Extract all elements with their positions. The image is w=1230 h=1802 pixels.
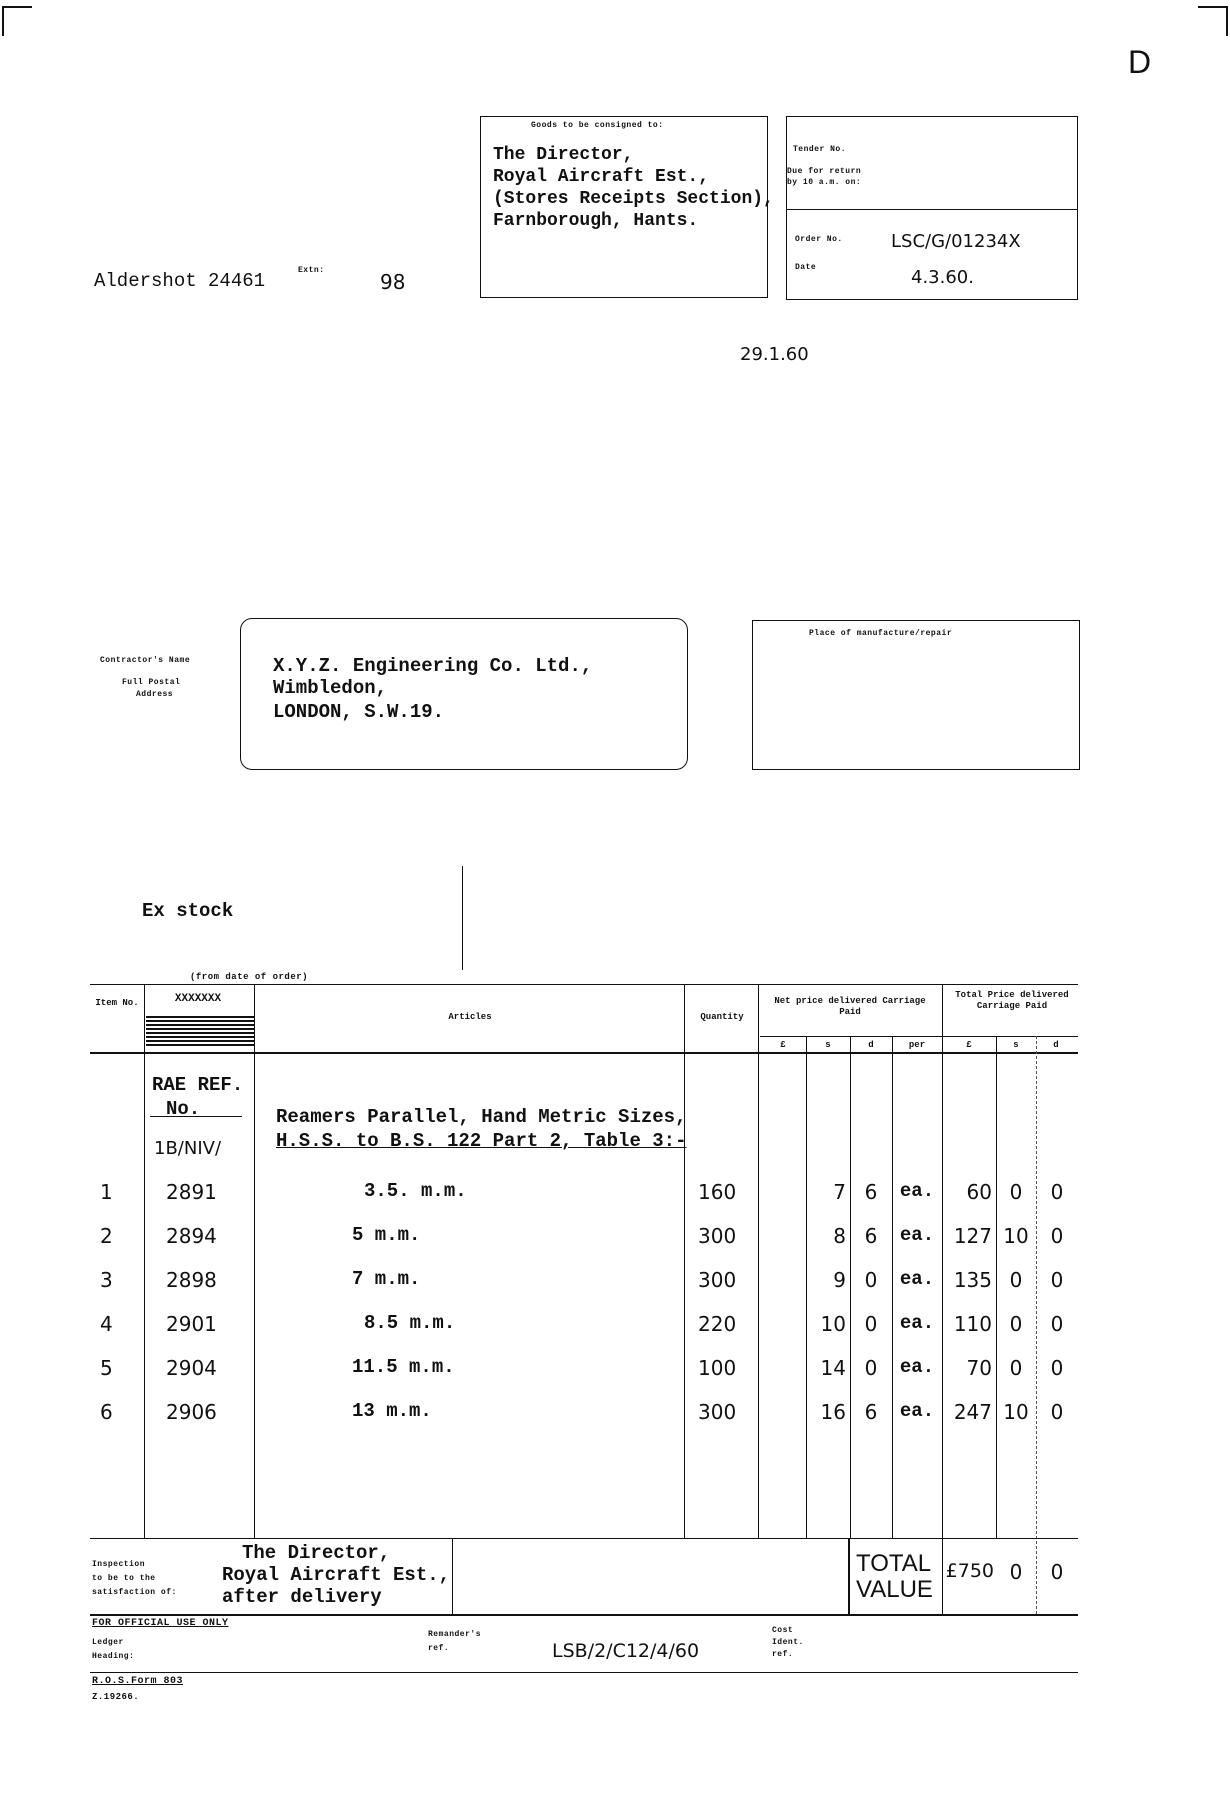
header-pounds: £ xyxy=(780,1040,786,1050)
row-shillings: 10 xyxy=(820,1312,846,1336)
rae-ref-label: RAE REF. xyxy=(152,1074,244,1096)
row-qty: 100 xyxy=(698,1356,737,1380)
row-article: 13 m.m. xyxy=(352,1400,432,1422)
row-qty: 160 xyxy=(698,1180,737,1204)
header-articles: Articles xyxy=(448,1012,492,1022)
row-total-pence: 0 xyxy=(1050,1268,1064,1292)
tender-label: Tender No. xyxy=(793,145,847,154)
official-use-label: FOR OFFICIAL USE ONLY xyxy=(92,1618,229,1629)
col-line-1 xyxy=(144,984,145,1538)
row-article: 5 m.m. xyxy=(352,1224,421,1246)
corner-mark-right xyxy=(1198,6,1228,36)
delivery-divider xyxy=(462,866,463,970)
row-qty: 300 xyxy=(698,1268,737,1292)
row-total-pounds: 247 xyxy=(953,1400,992,1424)
row-qty: 300 xyxy=(698,1400,737,1424)
total-pounds: £750 xyxy=(945,1560,994,1582)
consign-line-2: Royal Aircraft Est., xyxy=(493,167,710,187)
row-item: 6 xyxy=(100,1400,113,1424)
contractor-line-2: Wimbledon, xyxy=(273,677,388,699)
row-per: ea. xyxy=(899,1312,935,1334)
header-total-pence: d xyxy=(1053,1040,1059,1050)
row-per: ea. xyxy=(899,1268,935,1290)
header-per: per xyxy=(908,1040,926,1050)
row-item: 5 xyxy=(100,1356,113,1380)
table-row-4 xyxy=(0,1312,1230,1342)
col-line-3 xyxy=(684,984,685,1538)
table-header-line xyxy=(90,1052,1078,1054)
inspection-label-2: to be to the xyxy=(92,1574,156,1583)
row-item: 2 xyxy=(100,1224,113,1248)
cost-label-1: Cost xyxy=(772,1626,794,1635)
row-total-pence: 0 xyxy=(1050,1224,1064,1248)
row-total-pence: 0 xyxy=(1050,1356,1064,1380)
row-article: 7 m.m. xyxy=(352,1268,421,1290)
row-total-pounds: 135 xyxy=(953,1268,992,1292)
header-total-pounds: £ xyxy=(966,1040,972,1050)
footer-line xyxy=(90,1672,1078,1673)
contractor-line-3: LONDON, S.W.19. xyxy=(273,701,445,723)
table-top-line xyxy=(90,984,1078,985)
table-row-2 xyxy=(0,1224,1230,1254)
order-box-divider xyxy=(787,209,1077,210)
total-bottom-line xyxy=(90,1614,1078,1616)
manufacture-label: Place of manufacture/repair xyxy=(809,629,953,638)
row-shillings: 7 xyxy=(833,1180,846,1204)
col-line-4 xyxy=(758,984,759,1538)
form-code: Z.19266. xyxy=(92,1692,140,1702)
inspection-label-3: satisfaction of: xyxy=(92,1588,177,1597)
row-total-pence: 0 xyxy=(1050,1312,1064,1336)
table-bottom-line xyxy=(90,1538,1078,1539)
table-row-1 xyxy=(0,1180,1230,1210)
order-no: LSC/G/01234X xyxy=(891,231,1021,252)
telephone-number: Aldershot 24461 xyxy=(94,270,266,292)
contractor-box xyxy=(240,618,688,770)
row-article: 11.5 m.m. xyxy=(352,1356,455,1378)
form-number: R.O.S.Form 803 xyxy=(92,1676,184,1687)
row-total-pounds: 110 xyxy=(953,1312,992,1336)
price-subheader-line xyxy=(760,1036,1078,1037)
inspection-line-2: Royal Aircraft Est., xyxy=(222,1564,451,1586)
order-box xyxy=(786,116,1078,300)
col-line-2 xyxy=(254,984,255,1538)
row-item: 4 xyxy=(100,1312,113,1336)
page-letter: D xyxy=(1128,44,1152,80)
row-qty: 300 xyxy=(698,1224,737,1248)
row-shillings: 9 xyxy=(833,1268,846,1292)
row-article: 3.5. m.m. xyxy=(364,1180,467,1202)
header-ref-strike xyxy=(146,1016,254,1046)
row-qty: 220 xyxy=(698,1312,737,1336)
header-total-price: Total Price delivered Carriage Paid xyxy=(955,990,1069,1011)
total-label-2: VALUE xyxy=(856,1576,933,1603)
cost-label-3: ref. xyxy=(772,1650,794,1659)
contractor-label-3: Address xyxy=(136,690,174,699)
remander-label-2: ref. xyxy=(428,1644,450,1653)
consign-line-1: The Director, xyxy=(493,145,634,165)
rae-prefix: 1B/NIV/ xyxy=(154,1138,222,1159)
order-date: 4.3.60. xyxy=(911,267,974,288)
row-total-pence: 0 xyxy=(1050,1400,1064,1424)
total-left-line xyxy=(848,1538,850,1614)
manufacture-box xyxy=(752,620,1080,770)
row-pence: 0 xyxy=(864,1356,878,1380)
row-total-shillings: 0 xyxy=(1009,1268,1023,1292)
date-label: Date xyxy=(795,263,817,272)
row-pence: 0 xyxy=(864,1268,878,1292)
consign-line-4: Farnborough, Hants. xyxy=(493,211,699,231)
row-total-pence: 0 xyxy=(1050,1180,1064,1204)
row-ref: 2906 xyxy=(166,1400,217,1424)
row-per: ea. xyxy=(899,1180,935,1202)
total-pence: 0 xyxy=(1050,1560,1064,1584)
row-total-pounds: 70 xyxy=(966,1356,992,1380)
row-ref: 2898 xyxy=(166,1268,217,1292)
col-line-8 xyxy=(942,984,943,1614)
row-pence: 6 xyxy=(864,1400,878,1424)
due-label-2: by 10 a.m. on: xyxy=(787,178,862,187)
row-pence: 6 xyxy=(864,1180,878,1204)
inspection-line-1: The Director, xyxy=(242,1542,391,1564)
ledger-label-2: Heading: xyxy=(92,1652,135,1661)
extn-label: Extn: xyxy=(298,266,325,275)
row-total-shillings: 0 xyxy=(1009,1312,1023,1336)
consign-title: Goods to be consigned to: xyxy=(531,121,664,130)
row-per: ea. xyxy=(899,1356,935,1378)
header-ref: XXXXXXX xyxy=(174,993,222,1005)
row-ref: 2901 xyxy=(166,1312,217,1336)
remander-value: LSB/2/C12/4/60 xyxy=(552,1640,700,1662)
delivery-value: Ex stock xyxy=(142,900,234,922)
row-total-pounds: 60 xyxy=(966,1180,992,1204)
row-pence: 0 xyxy=(864,1312,878,1336)
row-ref: 2904 xyxy=(166,1356,217,1380)
description-line-2: H.S.S. to B.S. 122 Part 2, Table 3:- xyxy=(276,1130,687,1152)
header-total-shillings: s xyxy=(1013,1040,1019,1050)
header-shillings: s xyxy=(825,1040,831,1050)
contractor-label-2: Full Postal xyxy=(122,678,181,687)
inspection-divider xyxy=(452,1538,453,1614)
row-item: 3 xyxy=(100,1268,113,1292)
header-pence: d xyxy=(868,1040,874,1050)
row-total-shillings: 0 xyxy=(1009,1356,1023,1380)
row-total-shillings: 10 xyxy=(1003,1224,1029,1248)
rae-ref-no: No. xyxy=(166,1098,201,1120)
corner-mark-left xyxy=(2,6,32,36)
inspection-label-1: Inspection xyxy=(92,1560,146,1569)
row-item: 1 xyxy=(100,1180,113,1204)
reference-date: 29.1.60 xyxy=(740,344,809,365)
total-shillings: 0 xyxy=(1009,1560,1023,1584)
row-shillings: 8 xyxy=(833,1224,846,1248)
header-quantity: Quantity xyxy=(700,1012,744,1022)
cost-label-2: Ident. xyxy=(772,1638,804,1647)
row-per: ea. xyxy=(899,1224,935,1246)
row-total-shillings: 10 xyxy=(1003,1400,1029,1424)
table-row-5 xyxy=(0,1356,1230,1386)
row-shillings: 16 xyxy=(820,1400,846,1424)
delivery-from-label: (from date of order) xyxy=(190,972,309,982)
consign-line-3: (Stores Receipts Section), xyxy=(493,189,774,209)
inspection-line-3: after delivery xyxy=(222,1586,382,1608)
remander-label-1: Remander's xyxy=(428,1630,482,1639)
header-net-price: Net price delivered Carriage Paid xyxy=(774,996,926,1017)
row-total-pounds: 127 xyxy=(953,1224,992,1248)
table-row-6 xyxy=(0,1400,1230,1430)
due-label-1: Due for return xyxy=(787,167,862,176)
row-per: ea. xyxy=(899,1400,935,1422)
consign-box xyxy=(480,116,774,298)
extn-value: 98 xyxy=(380,270,406,294)
table-row-3 xyxy=(0,1268,1230,1298)
row-ref: 2894 xyxy=(166,1224,217,1248)
rae-ref-underline xyxy=(150,1116,242,1117)
contractor-label-1: Contractor's Name xyxy=(100,656,191,665)
row-ref: 2891 xyxy=(166,1180,217,1204)
row-pence: 6 xyxy=(864,1224,878,1248)
row-shillings: 14 xyxy=(820,1356,846,1380)
order-no-label: Order No. xyxy=(795,235,843,244)
ledger-label-1: Ledger xyxy=(92,1638,124,1647)
contractor-line-1: X.Y.Z. Engineering Co. Ltd., xyxy=(273,655,593,677)
header-item: Item No. xyxy=(95,998,139,1008)
total-label-1: TOTAL xyxy=(856,1550,932,1577)
row-total-shillings: 0 xyxy=(1009,1180,1023,1204)
row-article: 8.5 m.m. xyxy=(364,1312,456,1334)
description-line-1: Reamers Parallel, Hand Metric Sizes, xyxy=(276,1106,687,1128)
